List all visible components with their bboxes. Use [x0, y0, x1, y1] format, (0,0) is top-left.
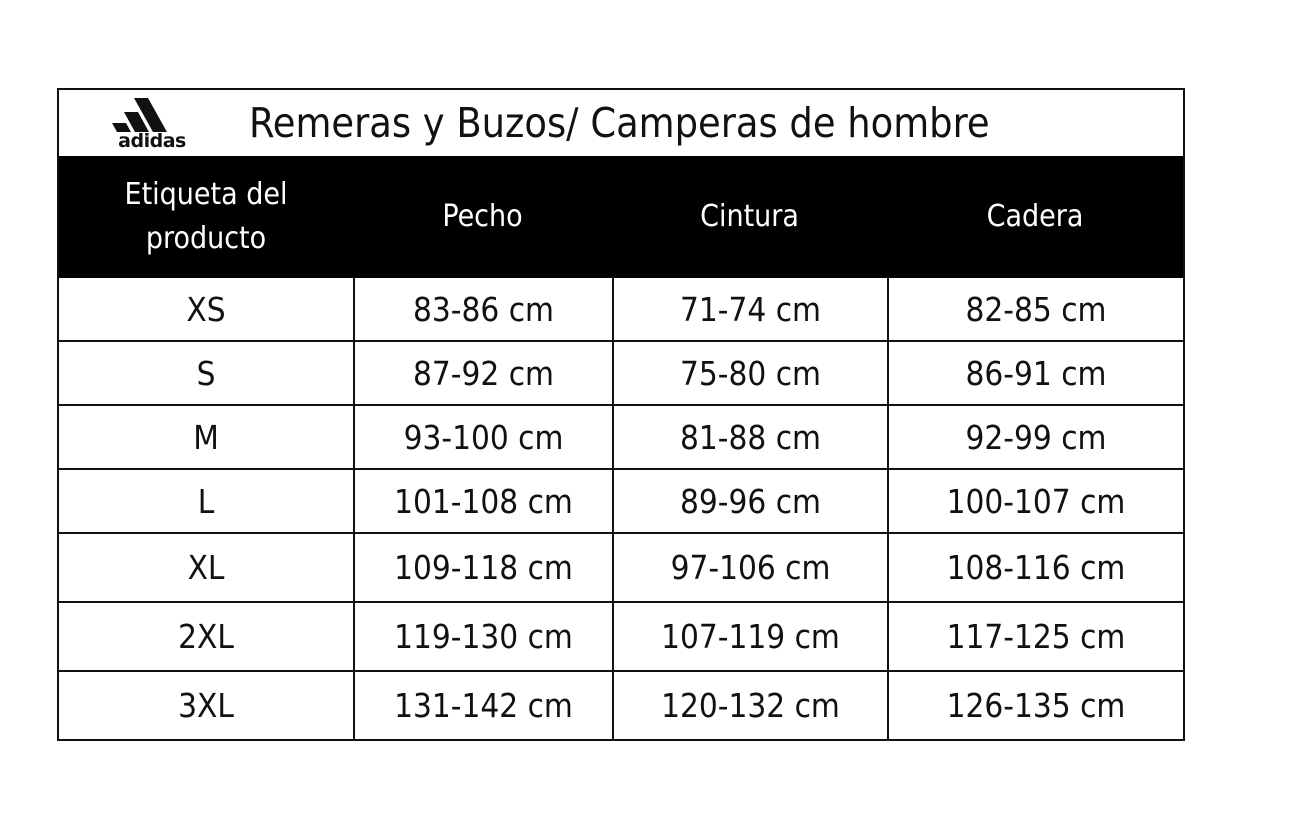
hip-cell: 86-91 cm: [887, 342, 1183, 404]
chest-cell: 87-92 cm: [353, 342, 612, 404]
waist-cell: 97-106 cm: [612, 534, 887, 601]
waist-cell: 81-88 cm: [612, 406, 887, 468]
table-row: [59, 470, 1183, 534]
chest-cell: 93-100 cm: [353, 406, 612, 468]
waist-cell: 120-132 cm: [612, 672, 887, 739]
chest-cell: 131-142 cm: [353, 672, 612, 739]
size-cell: 2XL: [178, 617, 234, 656]
table-row: [59, 406, 1183, 470]
column-header-waist: Cintura: [700, 199, 799, 234]
column-header-hip: Cadera: [986, 199, 1084, 234]
chart-title: Remeras y Buzos/ Camperas de hombre: [249, 99, 990, 147]
size-cell: L: [197, 481, 215, 521]
title-row: [59, 90, 1183, 156]
size-cell: XS: [186, 289, 226, 329]
size-cell: M: [193, 417, 219, 457]
table-row: [59, 278, 1183, 342]
size-cell: XL: [187, 548, 225, 587]
adidas-logo: [105, 94, 195, 154]
adidas-stripes-icon: [105, 94, 195, 134]
table-row: [59, 534, 1183, 603]
hip-cell: 100-107 cm: [887, 470, 1183, 532]
hip-cell: 82-85 cm: [887, 278, 1183, 340]
chest-cell: 109-118 cm: [353, 534, 612, 601]
hip-cell: 117-125 cm: [887, 603, 1183, 670]
hip-cell: 108-116 cm: [887, 534, 1183, 601]
size-cell: 3XL: [178, 686, 234, 725]
size-cell: S: [196, 353, 216, 393]
hip-cell: 126-135 cm: [887, 672, 1183, 739]
waist-cell: 75-80 cm: [612, 342, 887, 404]
hip-cell: 92-99 cm: [887, 406, 1183, 468]
chest-cell: 101-108 cm: [353, 470, 612, 532]
table-header: [59, 156, 1183, 278]
table-row: [59, 342, 1183, 406]
chest-cell: 83-86 cm: [353, 278, 612, 340]
waist-cell: 89-96 cm: [612, 470, 887, 532]
column-header-chest: Pecho: [442, 199, 523, 234]
table-row: [59, 603, 1183, 672]
waist-cell: 71-74 cm: [612, 278, 887, 340]
table-row: [59, 672, 1183, 739]
column-header-size-label: Etiqueta del producto: [124, 177, 288, 256]
adidas-wordmark: adidas: [118, 130, 186, 152]
waist-cell: 107-119 cm: [612, 603, 887, 670]
chest-cell: 119-130 cm: [353, 603, 612, 670]
size-chart: [57, 88, 1185, 741]
